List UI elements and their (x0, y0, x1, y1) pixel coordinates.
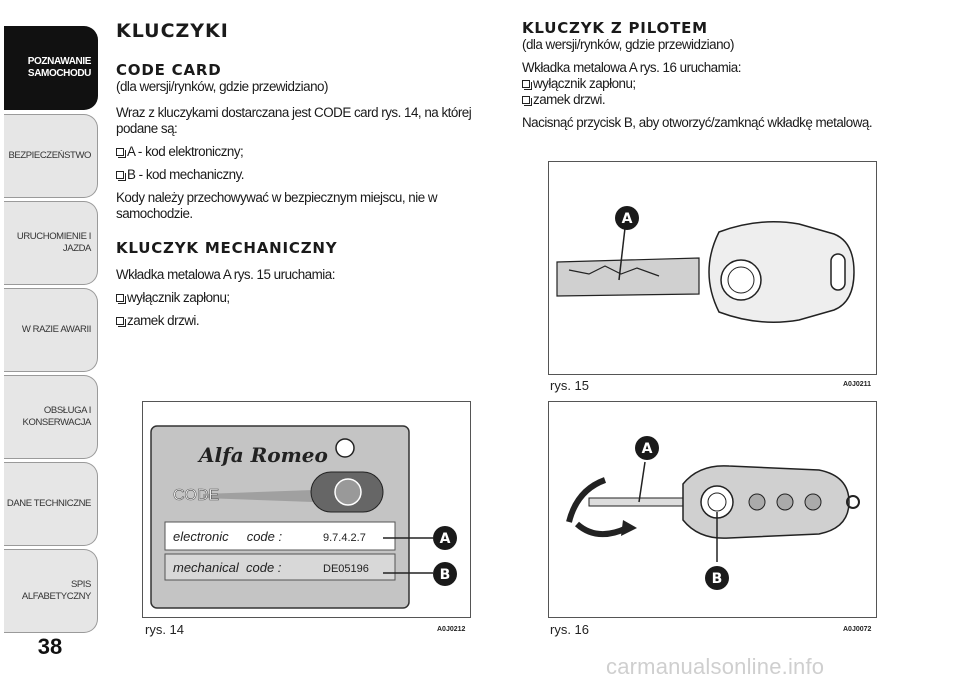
remote-key-paragraph: Wkładka metalowa A rys. 16 uruchamia: (522, 60, 741, 75)
remote-key-note: (dla wersji/rynków, gdzie przewidziano) (522, 37, 734, 52)
bullet-item: wyłącznik zapłonu; (116, 290, 492, 306)
tab-uruchomienie-i-jazda[interactable] (4, 201, 98, 285)
figure-code-card (142, 401, 471, 618)
tab-label: OBSŁUGA I KONSERWACJA (22, 405, 91, 428)
checkbox-bullet-icon (522, 80, 530, 88)
tab-obsluga-i-konserwacja[interactable] (4, 375, 98, 459)
trunk-button-icon (805, 494, 821, 510)
electronic-code-value: 9.7.4.2.7 (323, 532, 366, 544)
tab-label: BEZPIECZEŃSTWO (8, 150, 91, 161)
mechanical-code-value: DE05196 (323, 563, 369, 575)
checkbox-bullet-icon (116, 317, 124, 325)
bullet-item: A - kod elektroniczny; (116, 144, 492, 160)
checkbox-bullet-icon (522, 96, 530, 104)
tab-spis-alfabetyczny[interactable] (4, 549, 98, 633)
rotation-arrow-icon (621, 520, 637, 536)
tab-w-razie-awarii[interactable] (4, 288, 98, 372)
svg-text:B: B (711, 571, 723, 587)
mechanical-key-illustration (549, 162, 876, 374)
right-column (522, 20, 912, 131)
tab-dane-techniczne[interactable] (4, 462, 98, 546)
tab-bezpieczenstwo[interactable] (4, 114, 98, 198)
brand-text: Alfa Romeo (199, 443, 328, 467)
tab-label: DANE TECHNICZNE (6, 498, 91, 509)
alfa-badge-icon (336, 439, 354, 457)
mechanical-key-paragraph: Wkładka metalowa A rys. 15 uruchamia: (116, 267, 335, 282)
mechanical-key-heading: KLUCZYK MECHANICZNY (116, 239, 338, 257)
figure-mechanical-key (548, 161, 877, 375)
bullet-item: zamek drzwi. (116, 313, 492, 329)
mechanical-code-label: mechanical code : (173, 560, 282, 575)
svg-text:A: A (641, 441, 653, 457)
code-card-note: (dla wersji/rynków, gdzie przewidziano) (116, 79, 328, 94)
checkbox-bullet-icon (116, 148, 124, 156)
alfa-logo-icon (721, 260, 761, 300)
left-column (116, 20, 492, 329)
code-card-paragraph: Wraz z kluczykami dostarczana jest CODE card rys. 14, na której podane są: (116, 105, 472, 136)
section-title: KLUCZYKI (116, 20, 229, 42)
svg-text:A: A (439, 531, 451, 547)
figure-16-code: A0J0072 (843, 626, 872, 633)
checkbox-bullet-icon (116, 171, 124, 179)
electronic-code-label: electronic code : (173, 529, 283, 544)
figure-14-caption: rys. 14 (145, 622, 185, 637)
tab-label: SPIS ALFABETYCZNY (21, 579, 91, 602)
unlock-button-icon (777, 494, 793, 510)
checkbox-bullet-icon (116, 294, 124, 302)
figure-15-caption: rys. 15 (550, 378, 590, 393)
remote-key-instruction: Nacisnąć przycisk B, aby otworzyć/zamknąć wkładkę metalową. (522, 115, 873, 130)
tab-label: POZNAWANIE SAMOCHODU (27, 56, 91, 79)
lock-button-icon (749, 494, 765, 510)
figure-15-code: A0J0211 (843, 381, 872, 388)
figure-16-caption: rys. 16 (550, 622, 590, 637)
watermark: carmanualsonline.info (606, 654, 825, 679)
code-card-illustration (143, 402, 470, 617)
code-card-storage-paragraph: Kody należy przechowywać w bezpiecznym miejscu, nie w samochodzie. (116, 190, 438, 221)
svg-text:B: B (439, 567, 451, 583)
remote-key-illustration (549, 402, 876, 617)
code-word: CODE (173, 487, 220, 504)
figure-14-code: A0J0212 (437, 626, 466, 633)
chapter-sidebar (0, 0, 100, 686)
figure-remote-key (548, 401, 877, 618)
bullet-item: wyłącznik zapłonu; (522, 76, 912, 92)
tab-label: URUCHOMIENIE I JAZDA (16, 231, 91, 254)
remote-key-heading: KLUCZYK Z PILOTEM (522, 19, 708, 37)
bullet-item: B - kod mechaniczny. (116, 167, 492, 183)
code-card-heading: CODE CARD (116, 61, 222, 79)
page-number: 38 (37, 634, 63, 659)
tab-poznawanie-samochodu[interactable] (4, 26, 98, 110)
svg-text:A: A (621, 211, 633, 227)
tab-label: W RAZIE AWARII (21, 324, 91, 335)
key-button-icon (335, 479, 361, 505)
bullet-item: zamek drzwi. (522, 92, 912, 108)
